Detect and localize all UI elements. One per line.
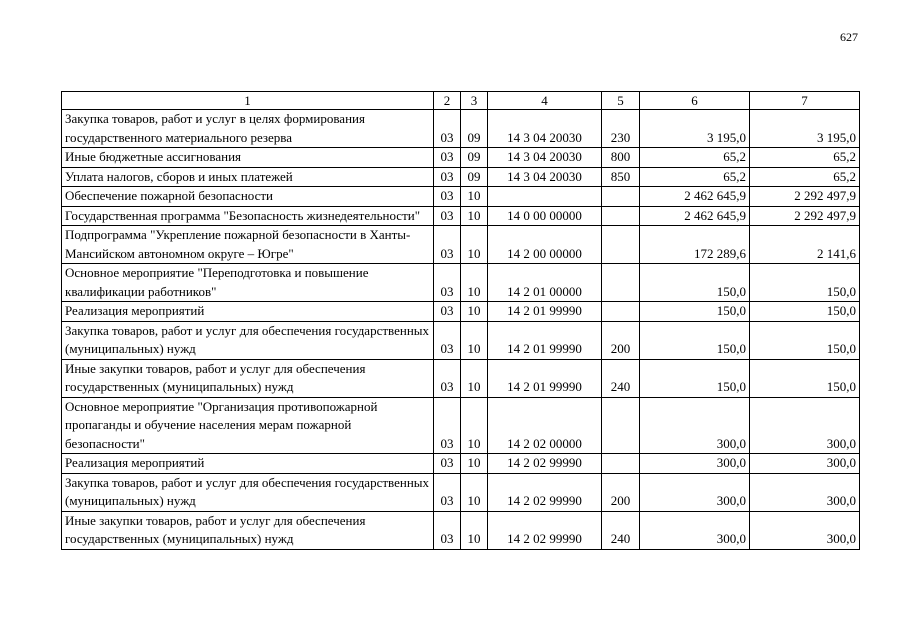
row-name-cell: Иные бюджетные ассигнования (62, 148, 434, 168)
row-amount-2-cell: 2 292 497,9 (750, 187, 860, 207)
row-amount-1-cell: 2 462 645,9 (640, 206, 750, 226)
table-row (62, 206, 860, 226)
row-target-article-cell: 14 2 02 00000 (488, 397, 602, 454)
row-amount-2-cell: 150,0 (750, 359, 860, 397)
row-subsection-cell: 10 (461, 359, 488, 397)
row-target-article-cell: 14 0 00 00000 (488, 206, 602, 226)
row-amount-2-cell: 300,0 (750, 511, 860, 549)
row-expense-type-cell: 800 (602, 148, 640, 168)
table-row (62, 302, 860, 322)
header-col-7: 7 (750, 92, 860, 110)
row-section-cell: 03 (434, 187, 461, 207)
row-amount-2-cell: 2 141,6 (750, 226, 860, 264)
row-section-cell: 03 (434, 110, 461, 148)
row-section-cell: 03 (434, 359, 461, 397)
row-target-article-cell: 14 2 01 99990 (488, 302, 602, 322)
table-row (62, 454, 860, 474)
row-amount-1-cell: 300,0 (640, 511, 750, 549)
row-expense-type-cell: 240 (602, 359, 640, 397)
row-amount-2-cell: 150,0 (750, 321, 860, 359)
row-subsection-cell: 10 (461, 454, 488, 474)
row-section-cell: 03 (434, 473, 461, 511)
table-row (62, 264, 860, 302)
row-subsection-cell: 09 (461, 148, 488, 168)
row-amount-2-cell: 300,0 (750, 454, 860, 474)
row-expense-type-cell: 200 (602, 321, 640, 359)
table-row (62, 148, 860, 168)
row-name-cell: Основное мероприятие "Переподготовка и повышение квалификации работников" (62, 264, 434, 302)
row-subsection-cell: 10 (461, 187, 488, 207)
row-amount-1-cell: 150,0 (640, 302, 750, 322)
row-expense-type-cell (602, 454, 640, 474)
row-target-article-cell: 14 2 02 99990 (488, 511, 602, 549)
row-expense-type-cell: 850 (602, 167, 640, 187)
budget-table (61, 91, 860, 550)
table-row (62, 397, 860, 454)
row-amount-1-cell: 3 195,0 (640, 110, 750, 148)
row-name-cell: Реализация мероприятий (62, 454, 434, 474)
row-amount-1-cell: 150,0 (640, 321, 750, 359)
row-name-cell: Иные закупки товаров, работ и услуг для обеспечения государственных (муниципальных) нужд (62, 359, 434, 397)
table-row (62, 110, 860, 148)
header-col-1: 1 (62, 92, 434, 110)
table-row (62, 321, 860, 359)
row-section-cell: 03 (434, 397, 461, 454)
row-subsection-cell: 10 (461, 511, 488, 549)
header-row (62, 92, 860, 110)
table-row (62, 187, 860, 207)
row-amount-2-cell: 65,2 (750, 148, 860, 168)
row-section-cell: 03 (434, 206, 461, 226)
table-row (62, 473, 860, 511)
row-target-article-cell (488, 187, 602, 207)
row-expense-type-cell (602, 264, 640, 302)
row-amount-1-cell: 300,0 (640, 397, 750, 454)
row-expense-type-cell: 240 (602, 511, 640, 549)
row-expense-type-cell (602, 187, 640, 207)
row-amount-2-cell: 300,0 (750, 473, 860, 511)
row-target-article-cell: 14 2 00 00000 (488, 226, 602, 264)
row-section-cell: 03 (434, 454, 461, 474)
row-name-cell: Подпрограмма "Укрепление пожарной безопасности в Ханты-Мансийском автономном округе – Югре" (62, 226, 434, 264)
row-expense-type-cell (602, 397, 640, 454)
table-row (62, 226, 860, 264)
header-col-5: 5 (602, 92, 640, 110)
row-amount-2-cell: 65,2 (750, 167, 860, 187)
row-subsection-cell: 10 (461, 206, 488, 226)
row-subsection-cell: 09 (461, 110, 488, 148)
row-target-article-cell: 14 2 02 99990 (488, 454, 602, 474)
row-amount-2-cell: 150,0 (750, 302, 860, 322)
table-body (62, 110, 860, 550)
row-amount-2-cell: 2 292 497,9 (750, 206, 860, 226)
row-name-cell: Закупка товаров, работ и услуг для обеспечения государственных (муниципальных) нужд (62, 321, 434, 359)
row-expense-type-cell: 230 (602, 110, 640, 148)
page-number: 627 (840, 30, 858, 44)
row-name-cell: Уплата налогов, сборов и иных платежей (62, 167, 434, 187)
row-amount-2-cell: 150,0 (750, 264, 860, 302)
row-expense-type-cell (602, 226, 640, 264)
row-subsection-cell: 10 (461, 226, 488, 264)
row-subsection-cell: 10 (461, 321, 488, 359)
row-amount-1-cell: 300,0 (640, 473, 750, 511)
row-amount-2-cell: 3 195,0 (750, 110, 860, 148)
row-section-cell: 03 (434, 148, 461, 168)
row-subsection-cell: 10 (461, 397, 488, 454)
row-amount-1-cell: 2 462 645,9 (640, 187, 750, 207)
row-target-article-cell: 14 3 04 20030 (488, 167, 602, 187)
row-name-cell: Реализация мероприятий (62, 302, 434, 322)
row-section-cell: 03 (434, 302, 461, 322)
row-name-cell: Иные закупки товаров, работ и услуг для обеспечения государственных (муниципальных) нужд (62, 511, 434, 549)
table-row (62, 167, 860, 187)
header-col-6: 6 (640, 92, 750, 110)
row-name-cell: Обеспечение пожарной безопасности (62, 187, 434, 207)
row-expense-type-cell: 200 (602, 473, 640, 511)
header-col-3: 3 (461, 92, 488, 110)
row-expense-type-cell (602, 302, 640, 322)
row-amount-1-cell: 65,2 (640, 167, 750, 187)
row-section-cell: 03 (434, 321, 461, 359)
table-row (62, 511, 860, 549)
row-amount-1-cell: 172 289,6 (640, 226, 750, 264)
row-name-cell: Основное мероприятие "Организация противопожарной пропаганды и обучение населения мерам пожарной безопасности" (62, 397, 434, 454)
row-expense-type-cell (602, 206, 640, 226)
header-col-2: 2 (434, 92, 461, 110)
row-target-article-cell: 14 2 01 99990 (488, 359, 602, 397)
row-amount-1-cell: 150,0 (640, 359, 750, 397)
row-amount-1-cell: 300,0 (640, 454, 750, 474)
row-amount-1-cell: 150,0 (640, 264, 750, 302)
row-subsection-cell: 09 (461, 167, 488, 187)
row-name-cell: Закупка товаров, работ и услуг в целях формирования государственного материального резерва (62, 110, 434, 148)
row-subsection-cell: 10 (461, 473, 488, 511)
row-target-article-cell: 14 3 04 20030 (488, 148, 602, 168)
row-amount-1-cell: 65,2 (640, 148, 750, 168)
row-subsection-cell: 10 (461, 264, 488, 302)
row-name-cell: Закупка товаров, работ и услуг для обеспечения государственных (муниципальных) нужд (62, 473, 434, 511)
row-target-article-cell: 14 3 04 20030 (488, 110, 602, 148)
header-col-4: 4 (488, 92, 602, 110)
row-target-article-cell: 14 2 01 00000 (488, 264, 602, 302)
row-section-cell: 03 (434, 511, 461, 549)
table-row (62, 359, 860, 397)
row-section-cell: 03 (434, 264, 461, 302)
row-target-article-cell: 14 2 01 99990 (488, 321, 602, 359)
row-name-cell: Государственная программа "Безопасность жизнедеятельности" (62, 206, 434, 226)
row-target-article-cell: 14 2 02 99990 (488, 473, 602, 511)
row-subsection-cell: 10 (461, 302, 488, 322)
row-section-cell: 03 (434, 167, 461, 187)
row-amount-2-cell: 300,0 (750, 397, 860, 454)
row-section-cell: 03 (434, 226, 461, 264)
